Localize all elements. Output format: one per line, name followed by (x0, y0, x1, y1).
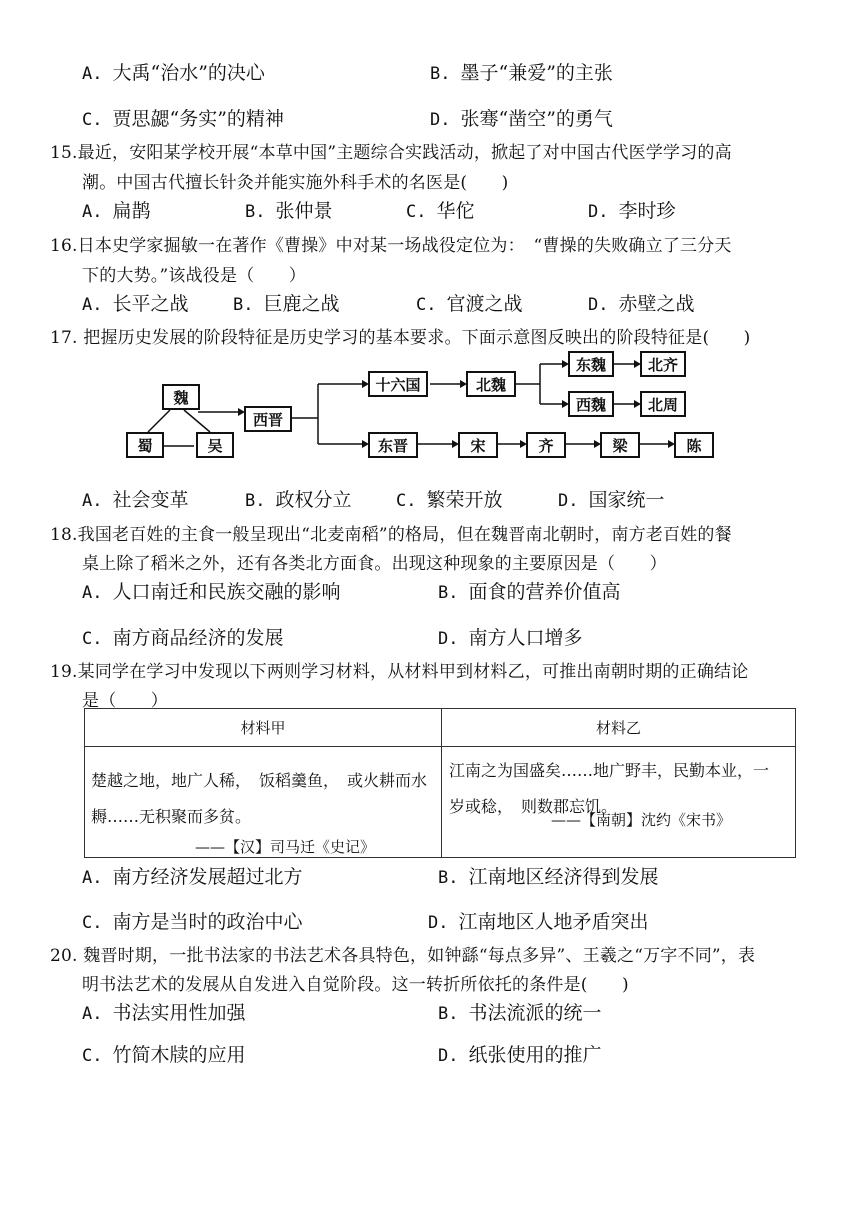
q16-option-c[interactable] (416, 289, 523, 316)
q19-stem-line1: 19.某同学在学习中发现以下两则学习材料，从材料甲到材料乙，可推出南朝时期的正确结论 (50, 662, 749, 682)
option-text: 赤壁之战 (618, 293, 695, 315)
q15-stem-line2: 潮。中国古代擅长针灸并能实施外科手术的名医是( ) (82, 173, 509, 193)
option-text: 人口南迁和民族交融的影响 (112, 581, 341, 603)
option-letter: D. (438, 629, 459, 649)
option-text: 纸张使用的推广 (468, 1044, 602, 1066)
node-beizhou: 北周 (640, 391, 686, 417)
option-letter: C. (396, 491, 417, 511)
option-letter: B. (438, 868, 459, 888)
q18-option-c[interactable] (82, 623, 284, 650)
option-text: 江南地区人地矛盾突出 (458, 911, 649, 933)
node-beiwei: 北魏 (466, 371, 516, 397)
q15-option-d[interactable] (588, 196, 676, 223)
option-text: 南方商品经济的发展 (112, 627, 284, 649)
q18-stem-line2: 桌上除了稻米之外，还有各类北方面食。出现这种现象的主要原因是（ ） (82, 554, 667, 574)
q17-option-a[interactable] (82, 485, 189, 512)
q20-option-c[interactable] (82, 1040, 246, 1067)
option-text: 张仲景 (275, 200, 333, 222)
option-letter: B. (430, 64, 451, 84)
option-text: 江南地区经济得到发展 (468, 866, 659, 888)
q19-option-a[interactable] (82, 862, 303, 889)
option-text: 书法流派的统一 (468, 1002, 602, 1024)
node-song: 宋 (458, 432, 498, 458)
node-liang: 梁 (600, 432, 640, 458)
q17-option-c[interactable] (396, 485, 503, 512)
q20-option-b[interactable] (438, 998, 602, 1025)
option-letter: C. (406, 202, 427, 222)
q16-stem-line2: 下的大势。”该战役是（ ） (82, 266, 306, 286)
material-a-text: 楚越之地，地广人稀， 饭稻羹鱼， 或火耕而水耨……无积聚而多贫。 (91, 771, 428, 826)
q16-option-a[interactable] (82, 289, 189, 316)
option-text: 华佗 (436, 200, 475, 222)
option-letter: C. (82, 629, 103, 649)
q19-stem-line2: 是（ ） (82, 691, 168, 711)
option-letter: D. (430, 110, 451, 130)
node-wei: 魏 (162, 384, 200, 410)
q18-stem-line1: 18.我国老百姓的主食一般呈现出“北麦南稻”的格局，但在魏晋南北朝时，南方老百姓的餐 (50, 525, 732, 545)
option-letter: A. (82, 295, 103, 315)
option-text: 社会变革 (112, 489, 189, 511)
node-shu: 蜀 (126, 432, 164, 458)
q14-option-c[interactable] (82, 104, 284, 131)
option-letter: D. (428, 913, 449, 933)
option-letter: A. (82, 1004, 103, 1024)
option-letter: A. (82, 583, 103, 603)
q19-option-d[interactable] (428, 907, 649, 934)
option-letter: D. (558, 491, 579, 511)
option-text: 大禹“治水”的决心 (112, 62, 265, 84)
q15-stem-line1: 15.最近，安阳某学校开展“本草中国”主题综合实践活动，掀起了对中国古代医学学习的高 (50, 143, 732, 163)
option-text: 书法实用性加强 (112, 1002, 246, 1024)
material-a-source: ——【汉】司马迁《史记》 (195, 838, 376, 856)
option-text: 贾思勰“务实”的精神 (112, 108, 284, 130)
q18-option-d[interactable] (438, 623, 583, 650)
table-header-a: 材料甲 (85, 709, 441, 747)
option-letter: D. (588, 295, 609, 315)
option-text: 扁鹊 (112, 200, 151, 222)
option-letter: B. (438, 1004, 459, 1024)
option-text: 长平之战 (112, 293, 189, 315)
dynasty-flow-diagram (118, 346, 708, 468)
q18-option-b[interactable] (438, 577, 621, 604)
option-letter: D. (438, 1046, 459, 1066)
q20-stem-line1: 20. 魏晋时期，一批书法家的书法艺术各具特色，如钟繇“每点多异”、王羲之“万字不同”，表 (50, 946, 756, 966)
table-header-b: 材料乙 (442, 709, 795, 747)
q15-option-c[interactable] (406, 196, 475, 223)
materials-table (84, 708, 796, 858)
option-letter: A. (82, 64, 103, 84)
option-text: 墨子“兼爱”的主张 (460, 62, 613, 84)
option-text: 国家统一 (588, 489, 665, 511)
node-beiqi: 北齐 (640, 351, 686, 377)
node-shiliuguo: 十六国 (368, 371, 428, 397)
option-text: 繁荣开放 (426, 489, 503, 511)
q16-option-d[interactable] (588, 289, 695, 316)
q20-stem-line2: 明书法艺术的发展从自发进入自觉阶段。这一转折所依托的条件是( ) (82, 975, 629, 995)
q15-option-b[interactable] (245, 196, 333, 223)
option-text: 南方人口增多 (468, 627, 583, 649)
option-text: 南方是当时的政治中心 (112, 911, 303, 933)
option-text: 南方经济发展超过北方 (112, 866, 303, 888)
option-text: 李时珍 (618, 200, 676, 222)
option-letter: B. (245, 202, 266, 222)
q17-option-d[interactable] (558, 485, 665, 512)
option-text: 政权分立 (275, 489, 352, 511)
option-text: 竹简木牍的应用 (112, 1044, 246, 1066)
q15-option-a[interactable] (82, 196, 151, 223)
option-letter: C. (82, 110, 103, 130)
option-letter: C. (416, 295, 437, 315)
option-letter: B. (233, 295, 254, 315)
node-qi: 齐 (526, 432, 566, 458)
q20-option-d[interactable] (438, 1040, 602, 1067)
option-text: 官渡之战 (446, 293, 523, 315)
option-letter: C. (82, 1046, 103, 1066)
node-xijin: 西晋 (244, 406, 292, 432)
q14-option-b[interactable] (430, 58, 613, 85)
option-letter: B. (438, 583, 459, 603)
option-letter: D. (588, 202, 609, 222)
option-text: 面食的营养价值高 (468, 581, 621, 603)
q14-option-d[interactable] (430, 104, 613, 131)
q20-option-a[interactable] (82, 998, 246, 1025)
q18-option-a[interactable] (82, 577, 341, 604)
option-letter: C. (82, 913, 103, 933)
option-letter: A. (82, 491, 103, 511)
q17-option-b[interactable] (245, 485, 352, 512)
q14-option-a[interactable] (82, 58, 265, 85)
node-chen: 陈 (674, 432, 714, 458)
option-text: 巨鹿之战 (263, 293, 340, 315)
q19-option-c[interactable] (82, 907, 303, 934)
option-letter: A. (82, 202, 103, 222)
option-letter: B. (245, 491, 266, 511)
q16-stem-line1: 16.日本史学家掘敏一在著作《曹操》中对某一场战役定位为： “曹操的失败确立了三分天 (50, 236, 732, 256)
q17-stem-line1: 17. 把握历史发展的阶段特征是历史学习的基本要求。下面示意图反映出的阶段特征是( ) (50, 328, 751, 348)
node-dongjin: 东晋 (368, 432, 418, 458)
q19-option-b[interactable] (438, 862, 659, 889)
material-b-text: 江南之为国盛矣……地广野丰，民勤本业，一岁或稔， 则数郡忘饥。 (449, 761, 770, 816)
option-text: 张骞“凿空”的勇气 (460, 108, 613, 130)
material-b-source: ——【南朝】沈约《宋书》 (551, 811, 732, 829)
node-wu: 吴 (196, 432, 234, 458)
node-xiwei: 西魏 (568, 391, 614, 417)
q16-option-b[interactable] (233, 289, 340, 316)
node-dongwei: 东魏 (568, 351, 614, 377)
option-letter: A. (82, 868, 103, 888)
